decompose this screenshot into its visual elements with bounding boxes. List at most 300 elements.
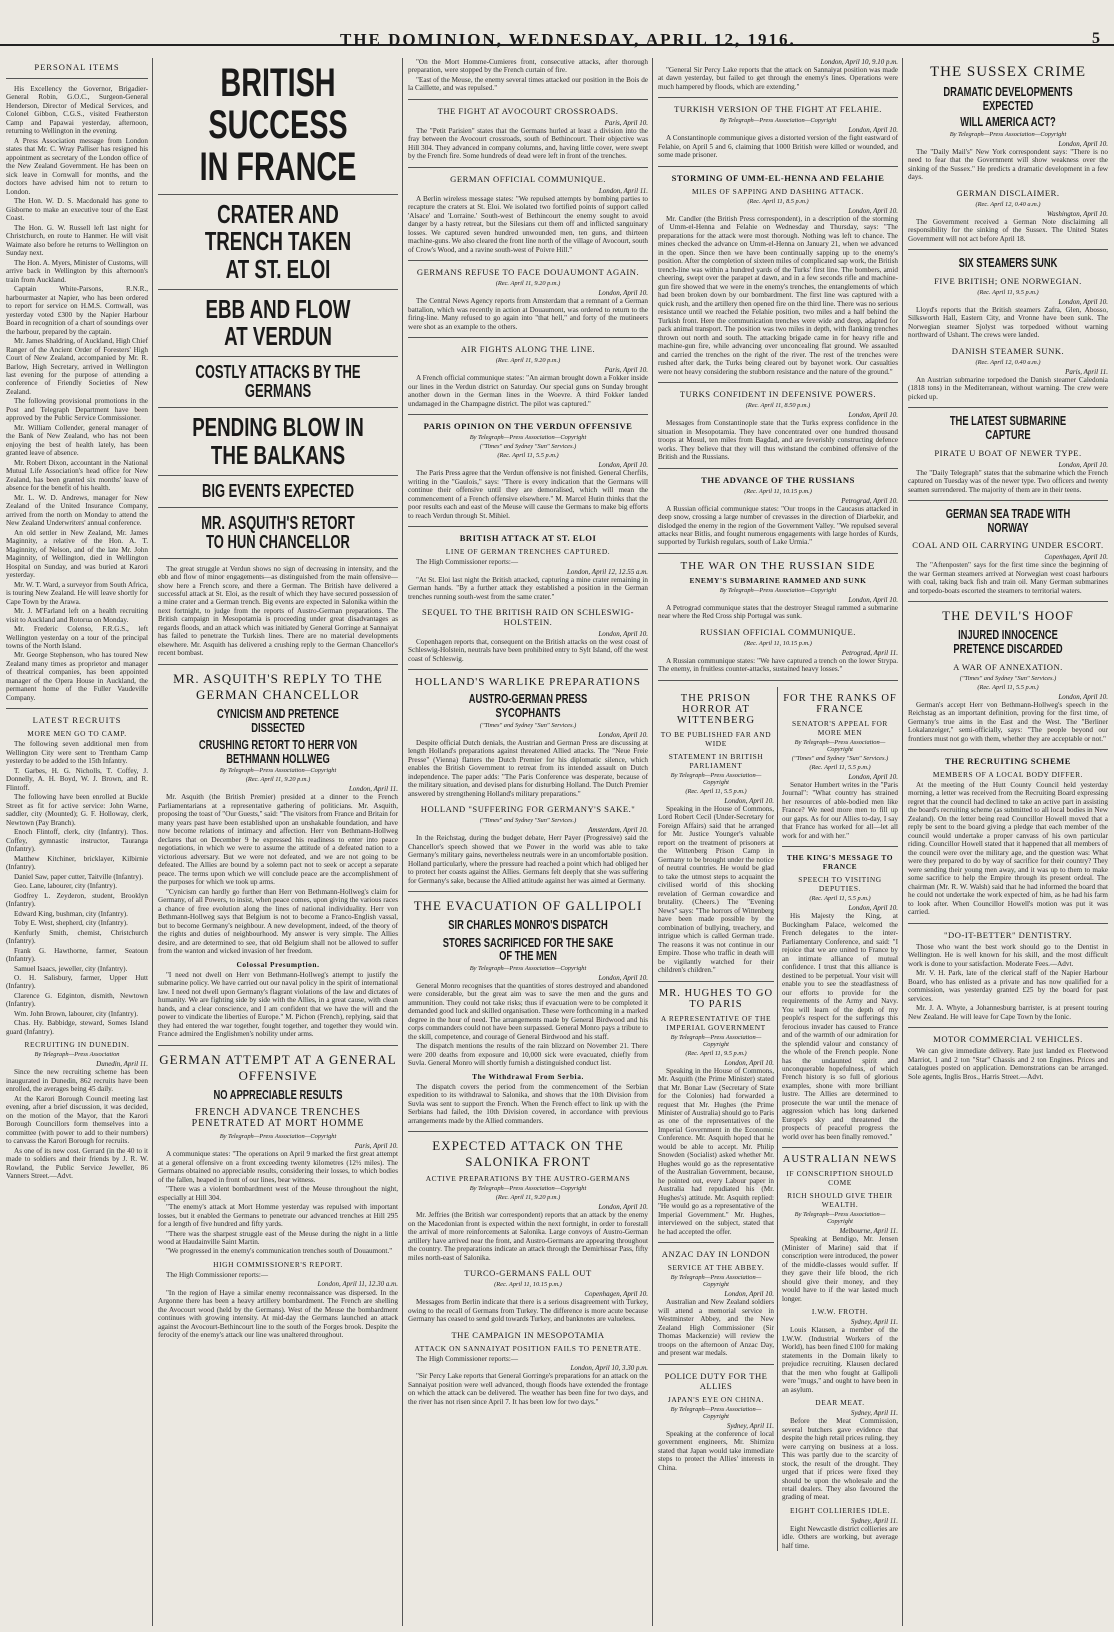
section-heading: STORMING OF UMM-EL-HENNA AND FELAHIE	[671, 172, 885, 183]
section-body	[908, 469, 1108, 494]
paragraph: Toby E. West, shepherd, city (Infantry).	[14, 919, 128, 928]
asquith-reply-heading: MR. ASQUITH'S REPLY TO THE GERMAN CHANCELLOR	[173, 670, 383, 702]
paragraph: Mr. William Collender, general manager of the Bank of New Zealand, who has not been enjoying the best of health lately, has been granted leave of absence.	[6, 423, 148, 458]
section-body	[408, 558, 648, 566]
section-heading: ANZAC DAY IN LONDON	[661, 1249, 771, 1260]
section-body	[782, 1525, 898, 1550]
paragraph: His Majesty the King, at Buckingham Palace, welcomed the French delegates to the inter-Parliamentary Conference, and said: "I rejoice that we are united to France by an intimate alliance of mutual confidence. I trust that this alliance is destined to be perpetual. Your visit will enable you to see the steadfastness of our efforts to provide for the requirements of the Army and Navy. You will learn of the depth of my people's respect for the sufferings this ferocious invader has caused to France and of the warmth of our admiration for the splendid valour and constancy of the whole of the French people. None has the undaunted spirit and unconquerable hopefulness, of which French history is so full of glorious examples, shone with more brilliant lustre. The Allies are determined to prosecute the war until the menace of aggression which has long darkened Europe's sky and threatened the prospects of peaceful progress the world over has been finally removed."	[782, 912, 898, 1141]
dateline: London, April 10.	[1058, 297, 1108, 306]
french-trenches-subheading: FRENCH ADVANCE TRENCHES PENETRATED AT MORT HOMME	[191, 1107, 365, 1130]
services-line: ("Times" and Sydney "Sun" Services.)	[479, 721, 577, 729]
salonika-heading: EXPECTED ATTACK ON THE SALONIKA FRONT	[432, 1138, 624, 1170]
divider	[908, 500, 1108, 501]
presumption-subheading: Colossal Presumption.	[236, 959, 320, 969]
section-subheading: LINE OF GERMAN TRENCHES CAPTURED.	[445, 547, 611, 557]
section-body	[408, 638, 648, 663]
paragraph: Mr. Asquith (the British Premier) presided at a dinner to the French Parliamentarians at a representative gathering of politicians. Mr. Asquith, proposing the toast of "Our Guests," said: "The visitors from France and Britain for many years past have been established upon an unshakable foundation, and have now become relations of intimacy and affection. Herr von Bethmann-Hollweg declares that on December 9 he expressed his readiness to enter into peace negotiations, in which we were to assume the attitude of a defeated nation to a victorious adversary. But we were not defeated, and we are not going to be defeated. The Allies are bound by a solemn pact not to seek or accept a separate peace. The terms upon which we will conclude peace are the accomplishment of the purposes for which we took up arms.	[158, 793, 398, 887]
dateline: London, April 10.	[1058, 460, 1108, 469]
dateline: London, April 10, 9.10 p.m.	[820, 58, 898, 66]
divider	[658, 680, 898, 681]
divider	[658, 468, 898, 469]
dateline: Melbourne, April 11.	[839, 1227, 898, 1236]
ranks-of-france-heading: FOR THE RANKS OF FRANCE	[783, 692, 897, 715]
advert-heading: MOTOR COMMERCIAL VEHICLES.	[933, 1034, 1083, 1045]
section-heading: GERMAN OFFICIAL COMMUNIQUE.	[450, 173, 606, 184]
divider	[158, 407, 398, 408]
headline-costly-attacks: COSTLY ATTACKS BY THE GERMANS	[195, 362, 361, 402]
paragraph: Mr. Frederic Colenso, F.R.G.S., left Wellington yesterday on a tour of the principal towns of the North Island.	[6, 625, 148, 650]
paragraph: Australian and New Zealand soldiers will attend a memorial service in Westminster Abbey, and the New Zealand High Commissioner (Sir Thomas Mackenzie) will review the troops on the afternoon of Anzac Day, and present war medals.	[658, 1298, 774, 1358]
section-body	[782, 1235, 898, 1303]
intro-body	[158, 565, 398, 658]
paragraph: Godfrey L. Zeyderon, student, Brooklyn (Infantry).	[6, 891, 148, 909]
divider	[158, 507, 398, 508]
divider	[908, 923, 1108, 924]
section-body	[658, 657, 898, 674]
paragraph: The Central News Agency reports from Amsterdam that a remnant of a German battalion, which was recently in action at Douaumont, was ordered to return to the firing-line. Many refused to go again into "that hell," and forty of the mutineers were shot as an example to the others.	[408, 297, 648, 331]
dateline: London, April 11.	[348, 785, 398, 794]
paragraph: Chas. Hy. Babbidge, steward, Somes Island guard (Infantry).	[6, 1019, 148, 1036]
section-heading: GERMANS REFUSE TO FACE DOUAUMONT AGAIN.	[416, 267, 640, 278]
paragraph: A Berlin wireless message states: "We repulsed attempts by bombing parties to recapture the craters at St. Eloi. We isolated two fortified points of support called 'Alsace' and 'Lorraine.' South-west of Bethincourt the enemy sought to avoid danger by a hasty retreat, but the Silesians cut them off and inflicted sanguinary losses. We captured seven hundred unwounded men, ten guns, and thirteen machine-guns. We also cleared the front line north of the village of Avocourt, south of Crow's Wood, and a ravine south-west of Poivre Hill."	[408, 194, 648, 254]
gallipoli-subheading-2: STORES SACRIFICED FOR THE SAKE OF THE MEN	[442, 934, 614, 964]
dateline: London, April 10.	[1058, 692, 1108, 701]
section-body	[658, 1067, 774, 1237]
section-body	[782, 1417, 898, 1502]
rec-line: (Rec. April 12, 0.40 a.m.)	[975, 200, 1041, 208]
byline: By Telegraph—Press Association—Copyright	[794, 738, 886, 753]
paragraph: The High Commissioner reports:—	[416, 558, 519, 567]
section-body	[658, 134, 898, 159]
paragraph: "Cynicism can hardly go further than Herr von Bethmann-Hollweg's claim for Germany, of all Powers, to insist, when peace comes, upon giving the various races a chance of free evolution along the lines of national individuality. Herr von Bethmann-Hollweg says that Belgium is not to become a Franco-English vassal, but to become Germany's neighbour. A new development, indeed, of the theory of the rights and duties of neighbourhood. My answer is very simple. The Allies desire, and are determined to see, that old Belgium shall not be allowed to suffer from the wanton and wicked invasion of her freedom.	[158, 887, 398, 956]
column-5	[904, 58, 1112, 1626]
paragraph: Mr. V. H. Park, late of the clerical staff of the Napier Harbour Board, who has enlisted as a private and has now qualified for a commission, was yesterday granted £25 by the board for past services.	[908, 969, 1108, 1003]
masthead-title: THE DOMINION, WEDNESDAY, APRIL 12, 1916.	[340, 30, 796, 49]
dateline: London, April 10.	[724, 1290, 774, 1299]
recruits-body	[6, 740, 148, 1036]
section-body	[908, 148, 1108, 182]
section-heading: SEQUEL TO THE BRITISH RAID ON SCHLESWIG-HOLSTEIN.	[421, 606, 635, 627]
paragraph: "Sir Percy Lake reports that General Gorringe's preparations for an attack on the Sannaiyat position were well advanced, though floods have extended the frontage on which the attack can be delivered. The weather has been fine for two days, and the river has not risen since April 7. It has been low for two days."	[408, 1372, 648, 1406]
dateline: Sydney, April 11.	[726, 1421, 774, 1430]
dateline: London, April 10.	[724, 796, 774, 805]
paragraph: The dispatch mentions the results of the rain blizzard on November 21. There were 200 deaths from exposure and 10,000 sick were evacuated, chiefly from Suvla. General Monro will shortly furnish a distinguished conduct list.	[408, 1042, 648, 1068]
six-steamers-heading: SIX STEAMERS SUNK	[958, 255, 1058, 271]
section-body	[908, 218, 1108, 243]
byline: By Telegraph—Press Association—Copyright	[469, 434, 587, 442]
divider	[408, 414, 648, 415]
byline: By Telegraph—Press Association—Copyright	[670, 1405, 762, 1420]
paragraph: Captain White-Parsons, R.N.R., harbourmaster at Napier, who has been ordered to report for service on H.M.S. Cornwall, was yesterday voted £300 by the Napier Harbour Board in recognition of a chart of soundings over the harbour, prepared by the captain.	[6, 285, 148, 336]
paragraph: A Press Association message from London states that Mr. C. Wray Palliser has resigned his appointment as secretary of the London office of the New Zealand Government. He has been on sick leave in Cornwall for months, and the doctors have advised him not to return to London.	[6, 136, 148, 196]
dateline: Copenhagen, April 10.	[584, 1290, 648, 1299]
divider	[658, 1364, 774, 1365]
paragraph: The Hon. A. Myers, Minister of Customs, will arrive back in Wellington by this afternoon's train from Auckland.	[6, 258, 148, 284]
submarine-capture-heading: THE LATEST SUBMARINE CAPTURE	[949, 413, 1067, 442]
divider	[408, 891, 648, 892]
divider	[408, 167, 648, 168]
dateline: Copenhagen, April 10.	[1044, 553, 1108, 562]
paragraph: A French official communique states: "An airman brought down a Fokker inside our lines in the Verdun district on Saturday. Our special guns on Sunday brought another down in the German lines in the Woevre. A third Fokker landed undamaged in the Champagne district. The pilot was captured."	[408, 374, 648, 408]
dateline: Sydney, April 11.	[850, 1318, 898, 1327]
divider	[408, 669, 648, 670]
section-subheading: MILES OF SAPPING AND DASHING ATTACK.	[691, 186, 865, 196]
section-heading: THE ADVANCE OF THE RUSSIANS	[701, 474, 855, 485]
divider	[158, 558, 398, 559]
dateline: London, April 10, 3.30 p.m.	[570, 1364, 648, 1373]
column-4	[654, 58, 902, 1626]
divider	[658, 166, 898, 167]
divider	[158, 194, 398, 195]
section-body	[658, 805, 774, 975]
paragraph: A Russian official communique states: "Our troops in the Caucasus attacked in deep snow, crossing a large number of crevasses in the direction of Diarbekir, and dislodged the enemy in the region of the Government Valley. "We repulsed several attacks near Bitlis, and fought numerous engagements with large hordes of Kurds, supported by Turkish regulars, south of Lake Urmia."	[658, 504, 898, 547]
section-body	[408, 834, 648, 885]
section-heading: TURKS CONFIDENT IN DEFENSIVE POWERS.	[679, 389, 877, 400]
divider	[658, 981, 774, 982]
dateline: Paris, April 11.	[1065, 367, 1108, 376]
column-2	[154, 58, 402, 1626]
dateline: London, April 10.	[598, 289, 648, 298]
section-body	[782, 912, 898, 1141]
section-subheading: SENATOR'S APPEAL FOR MORE MEN	[792, 718, 888, 737]
paragraph: T. Garbes, H. G. Nicholls, T. Coffey, J. Donnelly, A. H. Boyd, W. J. Brown, and R. Flintoff.	[6, 766, 148, 792]
column-1	[2, 58, 152, 1626]
paragraph: Eight Newcastle district collieries are idle. Others are working, but average half time.	[782, 1524, 898, 1550]
divider	[158, 356, 398, 357]
paragraph: Enoch Flintoff, clerk, city (Infantry). Thos. Coffey, gymnastic instructor, Tauranga (Infantry).	[6, 828, 148, 854]
byline: By Telegraph—Press Association—Copyright	[670, 771, 762, 786]
column-rule	[652, 58, 653, 1626]
masthead	[0, 0, 1114, 49]
paragraph: His Excellency the Governor, Brigadier-General Robin, G.O.C., Surgeon-General Henderson, Director of Medical Services, and Colonel Gibbon, C.G.S., visited Featherston Camp and Papawai yesterday, afternoon, returning to Wellington in the evening.	[6, 85, 148, 136]
divider	[158, 664, 398, 665]
paragraph: Speaking in the House of Commons, Mr. Asquith (the Prime Minister) stated that Mr. Bonar Law (Secretary of State for the Colonies) had forwarded a request that Mr. Hughes (the Prime Minister of Australia) should go to Paris as one of the representatives of the Imperial Government in the Economic Conference. Mr. Asquith hoped that he would be able to accept. Mr. Philip Snowden (Socialist) asked whether Mr. Hughes would go as the representative of the Australian Government, because, he pointed out, every Labour paper in Australia had repudiated his (Mr. Hughes's) attitude. Mr. Asquith replied: "He would go as a representative of the Imperial Government." Mr. Hughes, interviewed on the subject, stated that he had accepted the offer.	[658, 1066, 774, 1236]
dateline: London, April 10.	[848, 206, 898, 215]
divider	[158, 1045, 398, 1046]
serbia-subheading: The Withdrawal From Serbia.	[472, 1071, 584, 1081]
section-body	[658, 419, 898, 461]
dateline: Paris, April 10.	[604, 366, 648, 375]
paragraph: Edward King, bushman, city (Infantry).	[14, 909, 128, 918]
paragraph: Kenfurly Smith, chemist, Christchurch (Infantry).	[6, 928, 148, 946]
section-body	[908, 781, 1108, 917]
section-subheading: IF CONSCRIPTION SHOULD COME	[786, 1169, 894, 1188]
paragraph: The Hon. W. D. S. Macdonald has gone to Gisborne to make an executive tour of the East Coast.	[6, 197, 148, 223]
salonika-subheading: ACTIVE PREPARATIONS BY THE AUSTRO-GERMANS	[425, 1174, 631, 1184]
dateline: London, April 10.	[598, 1203, 648, 1212]
section-subheading: ATTACK ON SANNAIYAT POSITION FAILS TO PENETRATE.	[414, 1343, 642, 1353]
section-subheading: DEAR MEAT.	[815, 1398, 865, 1408]
services-line: ("Times" and Sydney "Sun" Services.)	[479, 817, 577, 825]
section-heading: POLICE DUTY FOR THE ALLIES	[664, 1370, 768, 1391]
paragraph: The High Commissioner reports:—	[416, 1354, 519, 1363]
paragraph: "There was a violent bombardment west of the Meuse throughout the night, especially at Hill 304.	[158, 1185, 398, 1202]
section-body	[408, 739, 648, 798]
high-commissioner-heading: HIGH COMMISSIONER'S REPORT.	[213, 1259, 343, 1269]
section-body	[908, 561, 1108, 595]
section-subheading: WILL AMERICA ACT?	[960, 114, 1056, 130]
paragraph: General Monro recognises that the quantities of stores destroyed and abandoned were considerable, but the great aim was to save the men and the guns and ammunition. They could not take risks; thus if evacuation were to be completed it demanded good luck and skilled organisation. These were forthcoming in a marked degree in the hour of need. The arrangements made by General Birdwood and his corps commanders could not have been surpassed. General Monro pays a tribute to the skill, competence, and courage of General Birdwood and his staff.	[408, 981, 648, 1041]
dateline: Amsterdam, April 10.	[588, 826, 648, 835]
paragraph: A Petrograd communique states that the destroyer Steagul rammed a submarine near where the Red Cross ship Portugal was sunk.	[658, 603, 898, 621]
dateline: Petrograd, April 11.	[841, 648, 898, 657]
personal-items-heading: PERSONAL ITEMS	[34, 62, 120, 72]
hughes-heading: MR. HUGHES TO GO TO PARIS	[658, 987, 774, 1010]
column-rule	[902, 58, 903, 1626]
divider	[408, 1131, 648, 1132]
headline-pending-blow: PENDING BLOW IN THE BALKANS	[192, 412, 364, 470]
section-body	[658, 1298, 774, 1357]
byline: By Telegraph—Press Association	[34, 1051, 120, 1059]
paragraph: Before the Meat Commission, several butchers gave evidence that despite the high retail prices ruling, they were carrying on business at a loss. This was partly due to the scarcity of stock, the result of the drought. They urged that if prices were fixed they should be upon the wholesale and the retail dealers. They also favoured the grading of meat.	[782, 1417, 898, 1502]
paragraph: Mr. Candler (the British Press correspondent), in a description of the storming of Umm-el-Henna and Felahie on Wednesday and Thursday, says: "The preparations for the attack were most thorough. Nothing was left to chance. The mines checked the advance on Umm-el-Henna on January 21, when we advanced in the open. Since then we have been continually sapping up to the enemy's position. After the completion of sixteen miles of complicated sap work, the British trench-line was within a hundred yards of the Turks' first line. The bombers, amid cheering, swept over the parapet at dawn, and in a few seconds rifle and machine-gun fire showed that we were in the enemy's trenches, the entanglements of which had been broken down by our bombardment. The first line was captured with a quick rush, and the artillery then opened fire on the third line. There was no serious resistance until we reached the Felahie position, two miles and a half behind the Turkish front. Here the communication trenches were wide and deep, adapted for pack animal transport. The position was two miles in depth, with flanking trenches thrown out north and south. The attacking brigade came in for heavy rifle and machine-gun fire, while advancing over unconcealing flat ground. We assaulted and carried the trenches on the right of the river. The rest of the trenches were rushed after dark, the Turks being cleared out by bayonet work. Our casualties were not heavy considering the stubborn resistance and the nature of the ground."	[658, 214, 898, 376]
recruiting-scheme-heading: THE RECRUITING SCHEME	[944, 756, 1072, 766]
services-line: ("Times" and Sydney "Sun" Services.)	[959, 674, 1057, 682]
divider	[658, 382, 898, 383]
section-subheading: DRAMATIC DEVELOPMENTS EXPECTED	[943, 84, 1073, 113]
divider	[908, 601, 1108, 602]
section-heading: AIR FIGHTS ALONG THE LINE.	[460, 344, 596, 355]
lead-body	[408, 58, 648, 93]
section-heading: HOLLAND "SUFFERING FOR GERMANY'S SAKE."	[420, 804, 636, 815]
advert-body	[908, 1047, 1108, 1081]
paragraph: Messages from Constantinople state that the Turks express confidence in the situation in Mesopotamia. They have concentrated over one hundred thousand troops at Mosul, ten miles from Bagdad, and are feverishly constructing defence works. They believe that they will thus withstand the combined offensive of the British and the Russians.	[658, 419, 898, 462]
paragraph: As one of its new cost. Gerrard (in the 40 to it made to soldiers and their friends by J. R. W. Rowland, the Public Service Jeweller, 86 Vanners Street.—Advt.	[6, 1146, 148, 1181]
section-heading: TURKISH VERSION OF THE FIGHT AT FELAHIE.	[674, 104, 882, 115]
paragraph: At the meeting of the Hutt County Council held yesterday morning, a letter was received from the Recruiting Board expressing regret that the council had declined to take an active part in assisting the board's recruiting scheme (as submitted to all local bodies in New Zealand). On the letter being read Councillor Howell moved that a reply be sent to the board giving a pledge that each member of the council would undertake a proper canvass of his own particular riding. Councillor Howell stated that it happened that all members of the council were over the military age, and the question was: What were they prepared to do by way of sacrifice for their country? They were sending their young men away, and it was up to them to make some sacrifice to help the Empire through its present ordeal. The chairman (Mr. R. W. Walsh) said that he had informed the board that he could not undertake the work expected of him, as he had his farm to look after. When Councillor Howell's motion was put it was carried.	[908, 781, 1108, 917]
section-body	[908, 376, 1108, 401]
section-body	[408, 374, 648, 408]
divider	[908, 249, 1108, 250]
paragraph: Louis Klausen, a member of the I.W.W. (Industrial Workers of the World), has been fined £100 for making statements in the Domain likely to prejudice recruiting. Klausen declared that the men who fought at Gallipoli were "mugs," and ought to have been in an asylum.	[782, 1326, 898, 1394]
dateline: London, April 10.	[848, 904, 898, 913]
dateline: London, April 10.	[598, 629, 648, 638]
split-subcolumns	[658, 687, 898, 1552]
paragraph: The great struggle at Verdun shows no sign of decreasing in intensity, and the ebb and flow of minor engagements—as distinguished from the main offensive—show here a French score, and there a German. The British have delivered a successful attack at St. Eloi, as the result of which they have secured possession of a mine crater and a German trench. Big events are expected in Salonika within the next fortnight, to judge from the reports of Austro-German preparations. The British campaign in Mesopotamia is proceeding under great disadvantages as regards floods, and an attack which was initiated by General Gorringe at Sannaiyat has failed to penetrate the Turkish lines. There are no material developments elsewhere. Mr. Asquith has delivered a crushing reply to the German Chancellor's recent bombast.	[158, 564, 398, 658]
paragraph: The Paris Press agree that the Verdun offensive is not finished. General Cherfils, writing in the "Gaulois," says: "There is every indication that the Germans will continue their offensive until they are demoralised, which will mean the commencement of a French offensive elsewhere." M. Marcel Hutin thinks that the poor results each and east of the Meuse will cause the Germans to make big efforts to reach Verdun through St. Mihiel.	[408, 469, 648, 520]
section-subheading: FIVE BRITISH; ONE NORWEGIAN.	[934, 275, 1082, 286]
section-subheading: A REPRESENTATIVE OF THE IMPERIAL GOVERNMENT	[660, 1013, 772, 1032]
byline: By Telegraph—Press Association—Copyright	[949, 130, 1067, 138]
section-body	[908, 306, 1108, 340]
section-body	[782, 781, 898, 840]
paragraph: We can give immediate delivery. Rate just landed ex Fleetwood Marriot, 1 and 2 ton "Star" Chassis and 2 ton Engines. Prices and catalogues posted on application. Demonstrations can be arranged. Sole agents, Inglis Bros., Harris Street.—Advt.	[908, 1047, 1108, 1081]
paragraph: The following seven additional men from Wellington City were sent to Trentham Camp yesterday to be added to the 15th Infantry.	[6, 740, 148, 766]
dateline: London, April 10.	[598, 973, 648, 982]
section-body	[408, 195, 648, 254]
paragraph: O. H. Salisbury, farmer, Upper Hutt (Infantry).	[6, 973, 148, 991]
paragraph: Mr. George Stephenson, who has toured New Zealand many times as proprietor and manager of theatrical companies, has been appointed manager of the Opera House in Auckland, the permanent home of the Fuller Vaudeville Company.	[6, 651, 148, 702]
paragraph: Despite official Dutch denials, the Austrian and German Press are discussing at length Holland's preparations against threatened Allied attacks. The "Neue Freie Presse" (Vienna) flatters the Dutch Premier for his diplomatic silence, which enables the British Government to retreat from its intended assault on Dutch independence. The paper adds: "The Paris Conference was desperate, because of the military situation, and devised plans for disturbing Holland. The Dutch Premier answered by strengthening Holland's military preparations."	[408, 738, 648, 798]
section-body	[408, 1298, 648, 1323]
paragraph: German's accept Herr von Bethmann-Hollweg's speech in the Reichstag as an important definition, proving for the first time, of Germany's true aims in the East and the West. The "Berliner Lokalanzeiger," semi-officially, says: "The people beyond our frontiers must not go with them, whether they are acceptable or not."	[908, 700, 1108, 743]
rec-line: (Rec. April 11, 5.5 p.m.)	[685, 787, 747, 795]
byline: By Telegraph—Press Association—Copyright	[469, 1185, 587, 1193]
asquith-reply-body	[158, 793, 398, 955]
paragraph: Copenhagen reports that, consequent on the British attacks on the west coast of Schleswig-Holstein, neutrals have been prohibited entry to Sylt Island, off the west coast of Schleswig.	[408, 637, 648, 663]
divider	[908, 1027, 1108, 1028]
headline-big-events: BIG EVENTS EXPECTED	[202, 480, 354, 501]
no-results-subheading: NO APPRECIABLE RESULTS	[213, 1086, 343, 1102]
presumption-body	[158, 971, 398, 1039]
byline: By Telegraph—Press Association—Copyright	[219, 1133, 337, 1141]
rec-line: (Rec. April 11, 9.20 p.m.)	[495, 280, 561, 288]
dateline: London, April 12, 12.55 a.m.	[567, 567, 648, 576]
dateline: Washington, April 10.	[1046, 209, 1108, 218]
dateline: London, April 10.	[848, 595, 898, 604]
paragraph: Speaking at Bendigo, Mr. Jensen (Minister of Marine) said that if conscription were introduced, the power of the middle-classes would suffer. If they gave their life blood, the rich should give their money, and they would have to if the war lasted much longer.	[782, 1235, 898, 1303]
advert-heading: "DO-IT-BETTER" DENTISTRY.	[944, 929, 1072, 940]
gallipoli-heading: THE EVACUATION OF GALLIPOLI	[413, 898, 643, 914]
paragraph: Lloyd's reports that the British steamers Zafra, Glen, Abosso, Silksworth Hall, Eastern City, and Vronne have been sunk. The Norwegian steamer Sjolyst was torpedoed without warning northward of Ushant. The crews were landed.	[908, 305, 1108, 340]
rec-line: (Rec. April 12, 0.40 a.m.)	[975, 358, 1041, 366]
paragraph: At the Karori Borough Council meeting last evening, after a brief discussion, it was decided, on the motion of the Mayor, that the Karori Borough Councillors form themselves into a committee (with power to add to their numbers) to canvass the Karori Borough for recruits.	[6, 1094, 148, 1146]
latest-recruits-heading: LATEST RECRUITS	[32, 715, 122, 726]
paragraph: Senator Humbert writes in the "Paris Journal": "What country has strained her resources of able-bodied men like France? We need more men to fill up our gaps. As for our Allies to-day, I say that France has worked for all—let all work for and with her."	[782, 780, 898, 840]
page-number: 5	[1092, 30, 1100, 47]
paragraph: "The enemy's attack at Mort Homme yesterday was repulsed with important losses, but it enabled the Germans to penetrate our advanced trenches at Hill 295 for a length of five hundred and fifty yards.	[158, 1203, 398, 1229]
divider	[658, 553, 898, 554]
paragraph: A communique states: "The operations on April 9 marked the first great attempt at a general offensive on a front exceeding twenty kilometres (12½ miles). The Germans obtained no appreciable results, considering their losses, to which bodies of the fallen, heaped in front of our lines, bear witness.	[158, 1150, 398, 1184]
rec-line: (Rec. April 11, 9.20 p.m.)	[245, 776, 311, 784]
divider	[908, 407, 1108, 408]
rec-line: (Rec. April 11, 8.50 p.m.)	[745, 402, 811, 410]
paragraph: The "Daily Telegraph" states that the submarine which the French captured on Tuesday was of the newer type. Two officers and twenty seamen surrendered. The majority of them are in their teens.	[908, 468, 1108, 494]
paragraph: Samuel Isaacs, jeweller, city (Infantry).	[14, 964, 128, 973]
recruits-subheading: MORE MEN GO TO CAMP.	[27, 729, 127, 739]
paragraph: The Hon. G. W. Russell left last night for Christchurch, en route to Hanmer. He will visit Waimate also before he returns to Wellington on Sunday next.	[6, 223, 148, 258]
headline-british-success: BRITISH SUCCESS IN FRANCE	[199, 61, 357, 189]
section-heading: TURCO-GERMANS FALL OUT	[464, 1268, 592, 1279]
dateline: London, April 10.	[598, 730, 648, 739]
rec-line: (Rec. April 11, 5.5 p.m.)	[809, 763, 871, 771]
paragraph: Mr. J. A. Whyte, a Johannesburg barrister, is at present touring New Zealand. He will leave for Cape Town by the Ionic.	[908, 1004, 1108, 1021]
dateline: London, April 10.	[724, 1058, 774, 1067]
paragraph: The following have been enrolled at Buckle Street as fit for active service: John Warne, saddler, city (Mounted); G. F. Holloway, clerk, Newtown (Pay Branch).	[6, 793, 148, 827]
paragraph: "I need not dwell on Herr von Bethmann-Hollweg's attempt to justify the submarine policy. We have carried out our naval policy in the spirit of international law. I need not dwell upon Germany's flagrant violations of the law and dictates of humanity. We are fighting side by side with the Allies, in a great cause, with clean hands, and a clear conscience, and I am confident that we have the will and the power to vindicate the liberties of Europe." M. Pichon (French), replying, said that they had entered the war together, fought together, and together they would win. France admired the Englishmen's nobility under arms.	[158, 970, 398, 1039]
section-body	[408, 1372, 648, 1406]
section-body	[408, 576, 648, 601]
dateline: London, April 11.	[598, 186, 648, 195]
dateline: London, April 10.	[598, 461, 648, 470]
divider	[658, 97, 898, 98]
paragraph: Mr. James Shaldring, of Auckland, High Chief Ranger of the Ancient Order of Foresters' High Court of New Zealand, accompanied by Mr. R. Barlow, High Secretary, arrived in Wellington last evening for the purpose of attending a conference of Friendly Societies of New Zealand.	[6, 337, 148, 396]
paragraph: The "Daily Mail's" New York correspondent says: "There is no need to fear that the Government will show weakness over the sinking of the Sussex." He predicts a dramatic development in a few days.	[908, 147, 1108, 182]
rec-line: (Rec. April 11, 9.5 p.m.)	[685, 1049, 747, 1057]
holland-heading: HOLLAND'S WARLIKE PREPARATIONS	[415, 676, 641, 689]
german-attempt-heading: GERMAN ATTEMPT AT A GENERAL OFFENSIVE	[159, 1051, 397, 1083]
section-subheading: TO BE PUBLISHED FAR AND WIDE	[660, 729, 772, 748]
section-subheading: MEMBERS OF A LOCAL BODY DIFFER.	[932, 770, 1084, 779]
section-body	[658, 505, 898, 547]
section-heading: PARIS OPINION ON THE VERDUN OFFENSIVE	[423, 421, 633, 432]
byline: By Telegraph—Press Association—Copyright	[719, 586, 837, 594]
paragraph: Clarence G. Edginton, dismith, Newtown (Infantry).	[6, 991, 148, 1009]
paragraph: Daniel Saw, paper cutter, Taitville (Infantry).	[14, 872, 144, 881]
paragraph: "In the region of Haye a similar enemy reconnaissance was dispersed. In the Argonne there has been a heavy artillery bombardment. The French are shelling the Avocourt wood (held by the Germans). West of the Meuse the bombardment continues with growing intensity. At mid-day the Germans launched an attack against the Avocourt-Bethincourt line to the south of the Forges brook. Despite the ferocity of the enemy's attack our line was unaltered throughout.	[158, 1288, 398, 1340]
dateline: Petrograd, April 10.	[841, 496, 898, 505]
rec-line: (Rec. April 11, 5.5 p.m.)	[977, 683, 1039, 691]
paragraph: Since the new recruiting scheme has been inaugurated in Dunedin, 862 recruits have been enrolled, the averages being 45 daily.	[6, 1068, 148, 1094]
paragraph: Those who want the best work should go to the Dentist in Wellington. He is well known for his skill, and the most difficult work is done to your satisfaction. Moderate Fees.—Advt.	[908, 942, 1108, 968]
paragraph: The "Aftenposten" says for the first time since the beginning of the war German steamers arrived at Norwegian west coast harbours with coal, taking back fish and train oil. Many German submarines and torpedo-boats escorted the steamers to territorial waters.	[908, 561, 1108, 595]
prison-horror-heading: THE PRISON HORROR AT WITTENBERG	[676, 692, 756, 726]
dateline: Paris, April 10.	[604, 118, 648, 127]
dateline: London, April 10.	[848, 126, 898, 135]
divider	[782, 1147, 898, 1148]
rec-line: (Rec. April 11, 10.15 p.m.)	[744, 487, 812, 495]
paragraph: Mr. J. M'Farland left on a health recruiting visit to Auckland and Rotorua on Monday.	[6, 607, 148, 624]
section-body	[658, 66, 898, 91]
section-heading: BRITISH ATTACK AT ST. ELOI	[459, 533, 597, 544]
paragraph: Mr. Jeffries (the British war correspondent) reports that an attack by the enemy on the Macedonian front is expected within the next fortnight, in order to forestall the arrival of more reinforcements at Salonika. Large convoys of Austro-German artillery have arrived near the front, and Austro-Germans are appearing throughout the country. The preparations indicate an attack through the Demirhissar Pass, fifty miles north-east of Salonika.	[408, 1211, 648, 1262]
section-heading: THE CAMPAIGN IN MESOPOTAMIA	[451, 1329, 605, 1340]
paragraph: In the Reichstag, during the budget debate, Herr Payer (Progressive) said the Chancellor's speech showed that we Power in the world was able to take Germany's military gains, nevertheless neutrals were in an uncomfortable position. Holland particularly, where the pressure had reached a point which had obliged her to protect her coasts against the Allies. Germans felt deeply that she was suffering for Germany's sake, because the Allied attitude against her was aimed at Germany.	[408, 834, 648, 885]
headline-ebb-flow: EBB AND FLOW AT VERDUN	[205, 293, 351, 352]
byline: By Telegraph—Press Association—Copyright	[469, 964, 587, 972]
paragraph: The dispatch covers the period from the commencement of the Serbian expedition to its withdrawal to Salonika, and shows that the 10th Division from Suvla was sent to support the French. When the French effect to link up with the Serbians had failed, the 10th Division covered, in accordance with previous arrangements made by the Allied commanders.	[408, 1082, 648, 1125]
paragraph: "General Sir Percy Lake reports that the attack on Sannaiyat position was made at dawn yesterday, but failed to get through the enemy's lines. Operations were much hampered by floods, which are extending."	[658, 66, 898, 91]
devils-hoof-heading: THE DEVIL'S HOOF	[942, 608, 1074, 624]
section-heading: GERMAN DISCLAIMER.	[956, 187, 1060, 198]
paragraph: "There was the sharpest struggle east of the Meuse during the night in a little wood at Haudainville Saint Martin.	[158, 1229, 398, 1246]
subcolumn-right	[782, 687, 898, 1552]
paragraph: Speaking in the House of Commons, Lord Robert Cecil (Under-Secretary for Foreign Affairs) said that he arranged for Mr. Justice Younger's valuable report on the treatment of prisoners at the Wittenberg Prison Camp in Germany to be brought under the notice of neutral countries. He would be glad to take the utmost steps to acquaint the civilised world of this shocking revelation of German cowardice and brutality. (Cheers.) The "Evening News" says: "The horrors of Wittenberg have been made possible by the combination of bullying, treachery, and intrigue which is called German trade. The reasons it was not continue in our Empire. Those who traffic in death will be vigilantly watched for their children's children."	[658, 804, 774, 975]
gallipoli-subheading: SIR CHARLES MONRO'S DISPATCH	[448, 917, 608, 933]
section-body	[408, 1355, 648, 1363]
section-heading: RUSSIAN OFFICIAL COMMUNIQUE.	[700, 626, 856, 637]
byline: By Telegraph—Press Association—Copyright	[219, 767, 337, 775]
section-body	[908, 701, 1108, 743]
dateline: London, April 11, 12.30 a.m.	[317, 1280, 398, 1289]
paragraph: "At St. Eloi last night the British attacked, capturing a mine crater remaining in German hands. "By a further attack they established a position in the German trenches running south-west from the same crater."	[408, 575, 648, 601]
paragraph: Messages from Berlin indicate that there is a serious disagreement with Turkey, owing to the recall of Germans from Turkey. The difference is more acute because Germany has ceased to send gold towards Turkey, and banknotes are valueless.	[408, 1298, 648, 1324]
section-body	[408, 1083, 648, 1125]
paragraph: The High Commissioner reports:—	[166, 1270, 269, 1279]
dateline: London, April 10.	[848, 772, 898, 781]
column-3	[404, 58, 652, 1626]
crushing-retort-subheading: CRUSHING RETORT TO HERR VON BETHMANN HOLLWEG	[198, 737, 358, 766]
sussex-crime-heading: THE SUSSEX CRIME	[929, 64, 1087, 80]
rec-line: (Rec. April 11, 8.5 p.m.)	[747, 197, 809, 205]
paragraph: The "Petit Parisien" states that the Germans hurled at least a division into the fray between the Avocourt crossroads, south of Bethincourt. Their objective was Hill 304. They advanced in company columns, and, having little cover, were swept by the French fire. Some hundreds of dead were left in front of the trenches.	[408, 126, 648, 161]
paragraph: The following provisional promotions in the Post and Telegraph Department have been approved by the Public Service Commissioner.	[6, 397, 148, 423]
section-subheading: I.W.W. FROTH.	[811, 1307, 869, 1317]
section-subheading: COAL AND OIL CARRYING UNDER ESCORT.	[912, 540, 1104, 551]
section-heading: THE FIGHT AT AVOCOURT CROSSROADS.	[437, 105, 619, 116]
section-subheading: ENEMY'S SUBMARINE RAMMED AND SUNK	[689, 575, 867, 585]
kings-message-heading: THE KING'S MESSAGE TO FRANCE	[786, 853, 894, 872]
dateline: Dunedin, April 11.	[96, 1060, 148, 1069]
paragraph: Mr. Robert Dixon, accountant in the National Mutual Life Association's head office for New Zealand, has been granted six months' leave of absence for the benefit of his health.	[6, 458, 148, 493]
rec-line: (Rec. April 11, 9.20 p.m.)	[495, 1194, 561, 1202]
rec-line: (Rec. April 11, 10.15 p.m.)	[494, 1281, 562, 1289]
dunedin-body	[6, 1068, 148, 1180]
section-body	[658, 604, 898, 621]
dateline: Paris, April 10.	[354, 1142, 398, 1151]
high-commissioner-body	[158, 1271, 398, 1340]
paragraph: Geo. Lane, labourer, city (Infantry).	[14, 882, 118, 891]
section-body	[408, 469, 648, 520]
section-subheading: JAPAN'S EYE ON CHINA.	[667, 1394, 765, 1404]
rec-line: (Rec. April 11, 5.5 p.m.)	[497, 452, 559, 460]
advert-body	[908, 943, 1108, 1021]
section-heading: DANISH STEAMER SUNK.	[951, 345, 1065, 356]
services-line: ("Times" and Sydney "Sun" Services.)	[479, 443, 577, 451]
paragraph: The Government received a German Note disclaiming all responsibility for the sinking of the Sussex. The United States Government will not act before April 18.	[908, 217, 1108, 243]
divider	[782, 846, 898, 847]
column-rule	[402, 58, 403, 1626]
